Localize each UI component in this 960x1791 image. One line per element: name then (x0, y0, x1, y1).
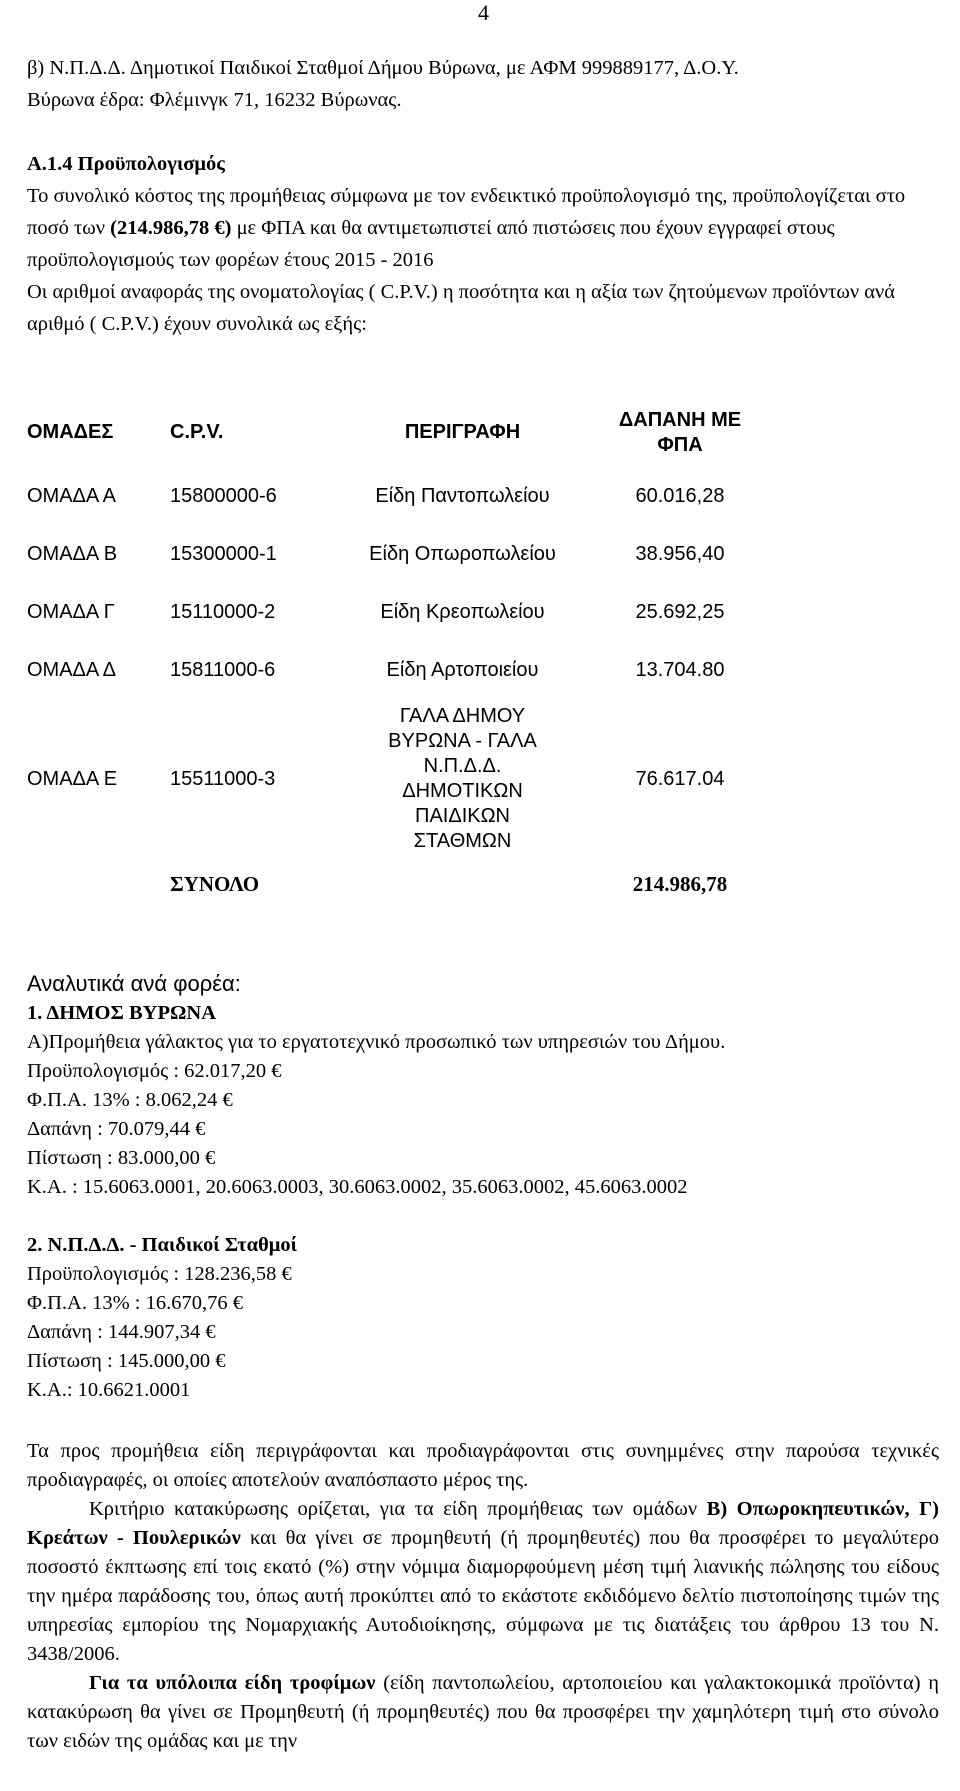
entity1-line: Δαπάνη : 70.079,44 € (27, 1118, 206, 1140)
budget-table (27, 398, 765, 909)
table-row (27, 641, 765, 699)
amount-cell: 13.704.80 (635, 658, 725, 681)
entity2-line: Προϋπολογισμός : 128.236,58 € (27, 1263, 292, 1285)
document-body (27, 52, 937, 340)
p2-text-a: Κριτήριο κατακύρωσης ορίζεται, για τα είδη προμήθειας των ομάδων (89, 1498, 707, 1520)
table-row (27, 583, 765, 641)
closing-section (27, 1437, 939, 1756)
description-cell: Είδη Κρεοπωλείου (380, 600, 545, 623)
entity2-heading: 2. Ν.Π.Δ.Δ. - Παιδικοί Σταθμοί (27, 1234, 298, 1256)
amount-cell: 38.956,40 (635, 542, 725, 565)
closing-paragraph-1: Τα προς προμήθεια είδη περιγράφονται και προδιαγράφονται στις συνημμένες στην παρούσα τεχνικές προδιαγραφές, οι οποίες αποτελούν αναπόσπαστο μέρος της. (27, 1440, 939, 1491)
header-expense: ΔΑΠΑΝΗ ΜΕ ΦΠΑ (618, 408, 742, 456)
breakdown-section (27, 968, 937, 1405)
cpv-cell: 15300000-1 (170, 542, 277, 565)
breakdown-title: Αναλυτικά ανά φορέα: (27, 971, 241, 996)
budget-amount: (214.986,78 €) (110, 217, 232, 239)
table-row (27, 467, 765, 525)
closing-paragraph-3 (27, 1669, 939, 1756)
group-cell: ΟΜΑΔΑ Β (27, 542, 118, 565)
description-line: ΠΑΙΔΙΚΩΝ (415, 805, 510, 827)
description-line: ΒΥΡΩΝΑ - ΓΑΛΑ (388, 730, 537, 752)
group-cell: ΟΜΑΔΑ Α (27, 484, 116, 507)
entity1-heading: 1. ΔΗΜΟΣ ΒΥΡΩΝΑ (27, 1002, 217, 1024)
total-label: ΣΥΝΟΛΟ (170, 871, 260, 896)
table-total-row (27, 859, 765, 909)
entity2-line: Φ.Π.Α. 13% : 16.670,76 € (27, 1292, 243, 1314)
table-header-row (27, 398, 765, 467)
budget-heading: Α.1.4 Προϋπολογισμός (27, 153, 225, 175)
cpv-cell: 15110000-2 (170, 600, 276, 623)
entity2-line: Πίστωση : 145.000,00 € (27, 1350, 226, 1372)
entity1-line: Πίστωση : 83.000,00 € (27, 1147, 216, 1169)
budget-text-a: Το συνολικό κόστος της προμήθειας σύμφωνα με τον ενδεικτικό προϋπολογισμό της, προϋπολογίζεται στο ποσό των (27, 185, 906, 239)
budget-text-b: με ΦΠΑ και θα αντιμετωπιστεί από πιστώσεις που έχουν εγγραφεί στους προϋπολογισμούς των φορέων έτους 2015 - 2016 (27, 217, 835, 271)
description-line: ΔΗΜΟΤΙΚΩΝ (402, 780, 523, 802)
cpv-cell: 15811000-6 (170, 658, 276, 681)
description-cell (330, 699, 595, 859)
amount-cell: 76.617.04 (635, 767, 725, 790)
total-value: 214.986,78 (632, 871, 728, 896)
description-cell: Είδη Παντοπωλείου (375, 484, 550, 507)
entity2-line: Δαπάνη : 144.907,34 € (27, 1321, 216, 1343)
p2-text-b: και θα γίνει σε προμηθευτή (ή προμηθευτές) που θα προσφέρει το μεγαλύτερο ποσοστό έκπτωσης επί τοις εκατό (%) στην νόμιμα διαμορφούμενη μέση τιμή λιανικής πώλησης του είδους την ημέρα παράδοσης του, όπως αυτή προκύπτει από το εκάστοτε εκδιδόμενο δελτίο πιστοποίησης τιμών της υπηρεσίας εμπορίου της Νομαρχιακής Αυτοδιοίκησης, σύμφωνα με τις διατάξεις του άρθρου 13 του Ν. 3438/2006. (27, 1527, 940, 1665)
cpv-cell: 15800000-6 (170, 484, 277, 507)
description-cell: Είδη Αρτοποιείου (386, 658, 539, 681)
intro-line-2: Βύρωνα έδρα: Φλέμινγκ 71, 16232 Βύρωνας. (27, 89, 402, 111)
description-line: ΓΑΛΑ ΔΗΜΟΥ (399, 705, 526, 727)
header-description: ΠΕΡΙΓΡΑΦΗ (404, 421, 521, 443)
description-line: Ν.Π.Δ.Δ. (423, 755, 502, 777)
entity2-line: Κ.Α.: 10.6621.0001 (27, 1379, 191, 1401)
p3-text-a: (είδη παντοπωλείου, αρτοποιείου και γαλακτοκομικά προϊόντα) η κατακύρωση θα γίνει σε Προμηθευτή (ή προμηθευτές) που θα προσφέρει την χαμηλότερη τιμή στο σύνολο των ειδών της ομάδας και με την (27, 1672, 940, 1752)
cpv-cell: 15511000-3 (170, 767, 276, 790)
intro-line-1: β) Ν.Π.Δ.Δ. Δημοτικοί Παιδικοί Σταθμοί Δήμου Βύρωνα, με ΑΦΜ 999889177, Δ.Ο.Υ. (27, 57, 739, 79)
entity1-line: Α)Προμήθεια γάλακτος για το εργατοτεχνικό προσωπικό των υπηρεσιών του Δήμου. (27, 1031, 726, 1053)
group-cell: ΟΜΑΔΑ Γ (27, 600, 115, 623)
description-line: ΣΤΑΘΜΩΝ (413, 830, 512, 852)
group-cell: ΟΜΑΔΑ Δ (27, 658, 116, 681)
description-cell: Είδη Οπωροπωλείου (369, 542, 556, 565)
cpv-paragraph: Οι αριθμοί αναφοράς της ονοματολογίας ( C.P.V.) η ποσότητα και η αξία των ζητούμενων προϊόντων ανά αριθμό ( C.P.V.) έχουν συνολικά ως εξής: (27, 281, 895, 335)
p3-bold: Για τα υπόλοιπα είδη τροφίμων (89, 1672, 376, 1694)
table-row (27, 525, 765, 583)
group-cell: ΟΜΑΔΑ Ε (27, 767, 118, 790)
p2-bold: Β) Οπωροκηπευτικών, Γ) Κρεάτων - Πουλερικών (27, 1498, 939, 1549)
entity1-line: Προϋπολογισμός : 62.017,20 € (27, 1060, 282, 1082)
closing-paragraph-2 (27, 1495, 939, 1669)
entity1-line: Κ.Α. : 15.6063.0001, 20.6063.0003, 30.6063.0002, 35.6063.0002, 45.6063.0002 (27, 1176, 688, 1198)
budget-paragraph (27, 180, 937, 276)
header-groups: ΟΜΑΔΕΣ (27, 421, 114, 443)
page-number: 4 (478, 0, 489, 25)
entity1-line: Φ.Π.Α. 13% : 8.062,24 € (27, 1089, 233, 1111)
amount-cell: 25.692,25 (635, 600, 725, 623)
table-row (27, 699, 765, 859)
header-cpv: C.P.V. (170, 421, 224, 443)
amount-cell: 60.016,28 (635, 484, 725, 507)
